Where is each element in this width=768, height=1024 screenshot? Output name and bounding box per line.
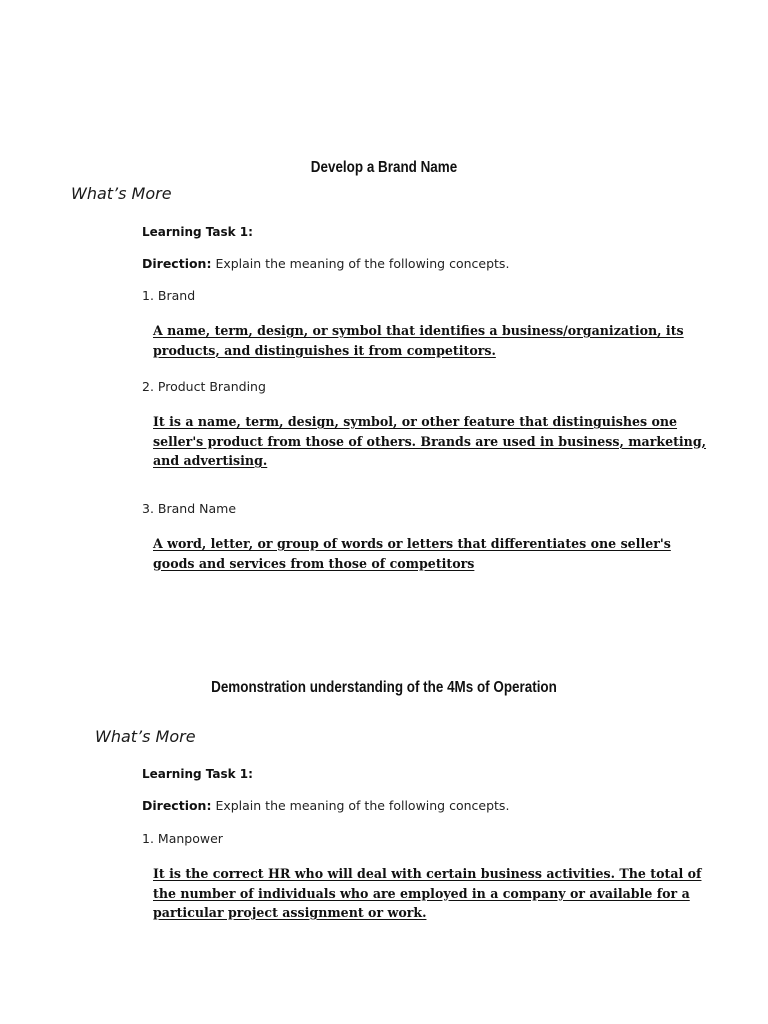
answer-line: A word, letter, or group of words or letters that differentiates one seller's bbox=[153, 536, 671, 551]
direction-label: Direction: bbox=[142, 798, 212, 813]
section-title-4ms-operation: Demonstration understanding of the 4Ms of Operation bbox=[211, 679, 557, 696]
answer-line: It is the correct HR who will deal with certain business activities. The total of bbox=[153, 866, 702, 881]
item-number: 1. bbox=[142, 288, 154, 303]
answer-line: It is a name, term, design, symbol, or other feature that distinguishes one bbox=[153, 414, 678, 429]
answer-line: particular project assignment or work. bbox=[153, 905, 427, 920]
item-number: 1. bbox=[142, 831, 154, 846]
list-item bbox=[142, 831, 223, 846]
answer-line: A name, term, design, or symbol that identifies a business/organization, its bbox=[153, 323, 684, 338]
answer-text bbox=[153, 534, 671, 573]
direction-text bbox=[142, 256, 509, 271]
item-label: Brand Name bbox=[157, 501, 237, 516]
direction-body: Explain the meaning of the following concepts. bbox=[211, 256, 510, 271]
answer-line: seller's product from those of others. Brands are used in business, marketing, bbox=[153, 433, 707, 449]
answer-text bbox=[153, 412, 706, 471]
answer-line: the number of individuals who are employed in a company or available for a bbox=[153, 885, 690, 901]
whats-more-heading: What’s More bbox=[95, 727, 196, 746]
item-label: Product Branding bbox=[157, 379, 266, 394]
learning-task-label: Learning Task 1: bbox=[142, 767, 253, 781]
section-title-brand-name: Develop a Brand Name bbox=[310, 159, 458, 176]
direction-label: Direction: bbox=[142, 256, 212, 271]
list-item bbox=[142, 501, 236, 516]
list-item bbox=[142, 288, 195, 303]
item-label: Manpower bbox=[157, 831, 223, 846]
answer-line: products, and distinguishes it from competitors. bbox=[153, 342, 496, 358]
whats-more-heading: What’s More bbox=[71, 184, 172, 203]
list-item bbox=[142, 379, 266, 394]
item-number: 3. bbox=[142, 501, 154, 516]
item-label: Brand bbox=[157, 288, 196, 303]
direction-body: Explain the meaning of the following concepts. bbox=[211, 798, 510, 813]
direction-text bbox=[142, 798, 509, 813]
answer-text bbox=[153, 321, 684, 360]
answer-line: and advertising. bbox=[153, 453, 268, 468]
learning-task-label: Learning Task 1: bbox=[142, 225, 253, 239]
answer-line: goods and services from those of competitors bbox=[153, 555, 475, 571]
item-number: 2. bbox=[142, 379, 154, 394]
answer-text bbox=[153, 864, 701, 923]
